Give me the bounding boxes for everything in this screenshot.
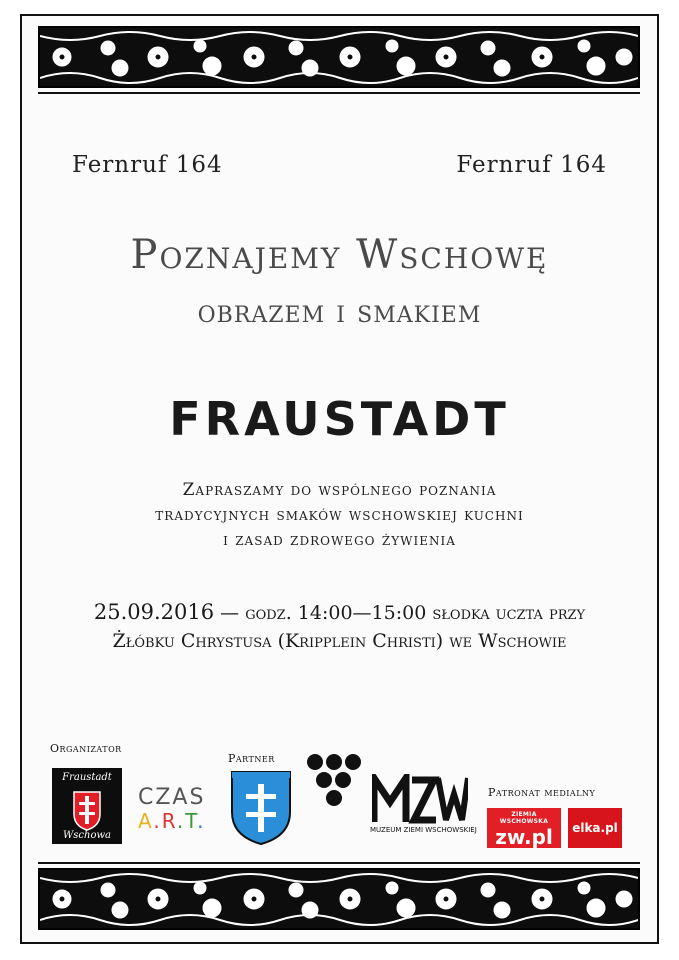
floral-border-bottom (38, 868, 640, 930)
partner-label: Partner (228, 752, 275, 765)
event-date: 25.09.2016 (93, 600, 215, 624)
fraustadt-wschowa-logo (52, 768, 122, 844)
divider-top (38, 92, 640, 94)
event-time-text: — godz. 14:00—15:00 słodka uczta przy (214, 602, 586, 624)
muzeum-ziemi-wschowskiej-logo (372, 774, 468, 824)
fernruf-left: Fernruf 164 (72, 152, 223, 178)
ziemia-wschowska-logo (487, 808, 561, 848)
event-details (0, 598, 679, 655)
czas-art-logo (138, 786, 206, 838)
invitation-text (0, 478, 679, 553)
muzeum-caption: MUZEUM ZIEMI WSCHOWSKIEJ (370, 826, 477, 834)
czas-logo-line-2: A.R.T. (138, 809, 206, 833)
divider-bottom (38, 862, 640, 864)
zw-logo-top: ZIEMIA WSCHOWSKA (499, 811, 549, 825)
floral-border-top (38, 26, 640, 88)
fraustadt-logo-text-top: Fraustadt (62, 772, 112, 783)
invitation-line-2: tradycyjnych smaków wschowskiej kuchni (155, 505, 524, 525)
event-line-1 (0, 598, 679, 627)
invitation-line-3: i zasad zdrowego żywienia (223, 530, 456, 550)
invitation-line-1: Zapraszamy do wspólnego poznania (182, 480, 497, 500)
brand-title: FRAUSTADT (169, 392, 510, 446)
fraustadt-logo-text-bottom: Wschowa (63, 830, 111, 841)
organizer-label: Organizator (50, 742, 122, 755)
media-patron-label: Patronat medialny (488, 786, 596, 799)
elka-logo: elka.pl (568, 808, 622, 848)
title-line-2: obrazem i smakiem (197, 292, 482, 330)
fernruf-right: Fernruf 164 (456, 152, 607, 178)
title-line-1: Poznajemy Wschowę (130, 232, 549, 278)
wschowa-coat-of-arms (228, 768, 294, 846)
zw-logo-main: zw.pl (495, 825, 553, 849)
czas-logo-line-1: CZAS (138, 785, 206, 810)
event-line-2: Żłóbku Chrystusa (Kripplein Christi) we Wschowie (112, 630, 567, 652)
grapes-icon (306, 752, 362, 810)
